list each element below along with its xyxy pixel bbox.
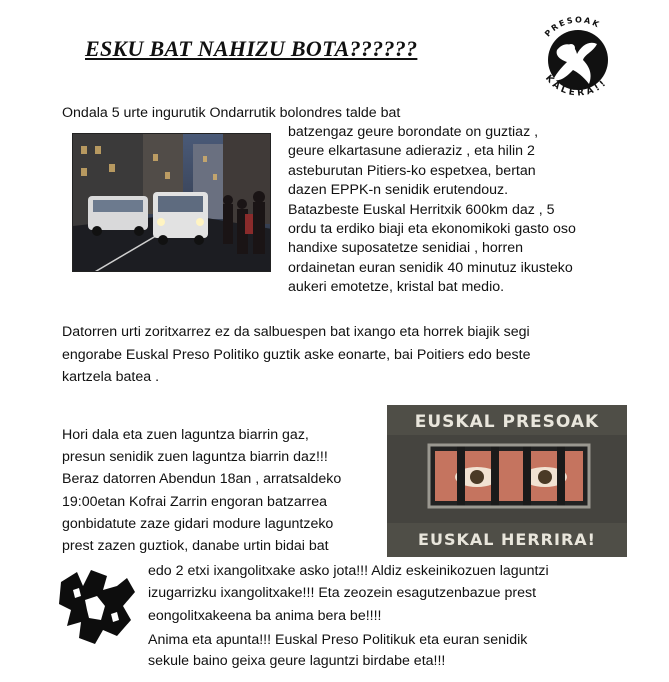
logo-arc-bottom-text: KALERA!! <box>542 73 611 99</box>
presoak-kalera-emblem <box>527 10 627 106</box>
logo-arc-top-text: PRESOAK <box>543 15 603 39</box>
paragraph-line: Beraz datorren Abendun 18an , arratsaldeko <box>62 471 342 488</box>
paragraph-line: sekule baino geixa geure laguntzi birdabe eta!!! <box>148 653 446 669</box>
paragraph-line: kartzela batea . <box>62 369 160 386</box>
paragraph-line: Batazbeste Euskal Herritxik 600km daz , 5 <box>288 201 555 218</box>
paragraph-line: batzengaz geure borondate on guztiaz , <box>288 124 539 140</box>
poster-bottom-text: EUSKAL HERRIRA! <box>418 530 596 549</box>
paragraph-line: izugarrizku ixangolitxake!!! Eta zeozein esagutzenbazue prest <box>148 585 537 602</box>
paragraph-line: Anima eta apunta!!! Euskal Preso Politikuk eta euran senidik <box>148 632 528 648</box>
presoak-kalera-logo <box>527 10 627 106</box>
paragraph-line: presun senidik zuen laguntza biarrin daz!!! <box>62 449 328 466</box>
poster-top-text: EUSKAL PRESOAK <box>414 412 600 432</box>
paragraph-line: 19:00etan Kofrai Zarrin engoran batzarrea <box>62 493 327 510</box>
paragraph-line: aukeri emotetze, kristal bat medio. <box>288 279 505 296</box>
page-title: ESKU BAT NAHIZU BOTA?????? <box>85 36 418 61</box>
paragraph-line: ordainetan euran senidik 40 minutuz ikusteko <box>288 259 573 276</box>
paragraph-line: ordu ta erdiko biaji eta ekonomikoki gasto oso <box>288 221 576 238</box>
paragraph-line: edo 2 etxi ixangolitxake asko jota!!! Aldiz eskeinikozuen laguntzi <box>148 563 549 579</box>
paragraph-line: Datorren urti zoritxarrez ez da salbuespen bat ixango eta horrek biajik segi <box>62 324 530 340</box>
paragraph-line: handixe suposatetze senidiai , horren <box>288 240 524 257</box>
paragraph-1-body <box>288 123 576 298</box>
paragraph-line: geure elkartasune adieraziz , eta hilin 2 <box>288 143 535 160</box>
paragraph-2 <box>62 321 530 389</box>
paragraph-line: prest zazen guztiok, danabe urtin bidai bat <box>62 538 329 555</box>
graffiti-logo-icon <box>57 566 139 648</box>
paragraph-line: Hori dala eta zuen laguntza biarrin gaz, <box>62 427 309 443</box>
euskal-presoak-poster <box>387 405 627 557</box>
paragraph-4 <box>148 560 549 627</box>
street-photo <box>72 133 271 272</box>
paragraph-line: eongolitxakeena ba anima bera be!!!! <box>148 607 382 624</box>
paragraph-line: dazen EPPK-n senidik erutendouz. <box>288 182 509 199</box>
paragraph-line: gonbidatute zaze gidari modure laguntzeko <box>62 515 334 532</box>
paragraph-line: asteburutan Pitiers-ko espetxea, bertan <box>288 162 536 179</box>
paragraph-line: engorabe Euskal Preso Politiko guztik aske eonarte, bai Poitiers edo beste <box>62 346 531 363</box>
paragraph-5 <box>148 630 527 672</box>
paragraph-3 <box>62 424 341 557</box>
paragraph-1-line-1: Ondala 5 urte ingurutik Ondarrutik bolondres talde bat <box>62 105 401 121</box>
